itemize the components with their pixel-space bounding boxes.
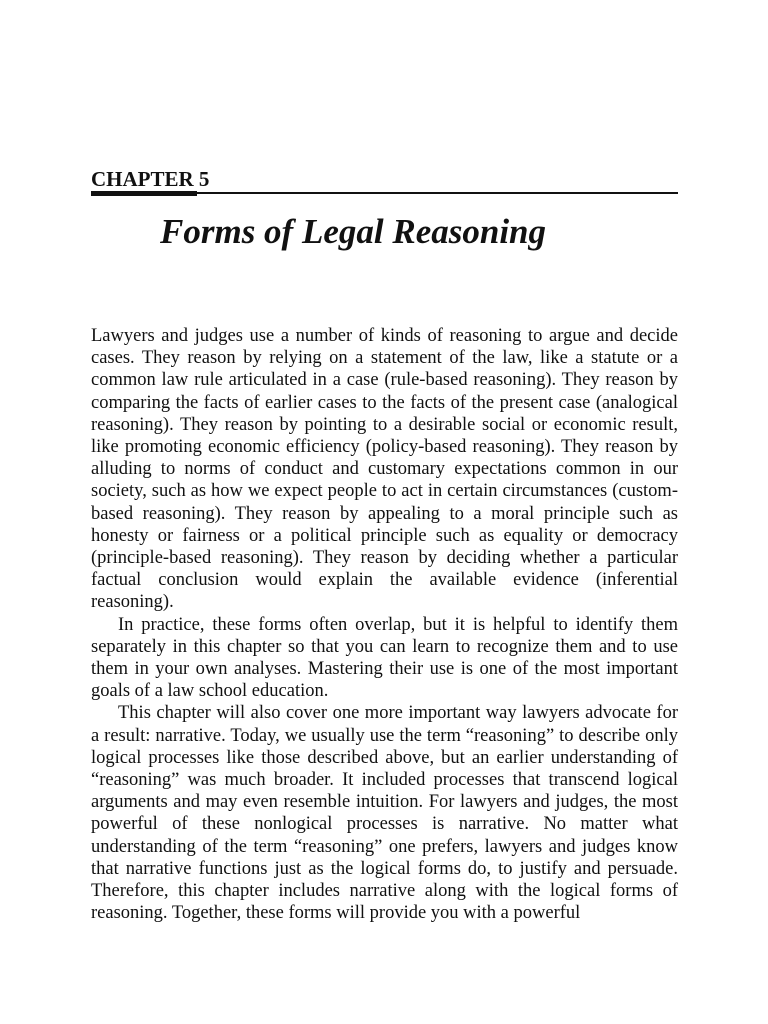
body-text (91, 325, 678, 924)
paragraph-2: In practice, these forms often overlap, but it is helpful to identify them separately in this chapter so that you can learn to recognize them and to use them in your own analyses. Mastering their use is one of the most important goals of a law school education. (91, 614, 678, 702)
paragraph-3: This chapter will also cover one more important way lawyers advocate for a result: narrative. Today, we usually use the term “reasoning” to describe only logical processes like those described above, but an earlier understanding of “reasoning” was much broader. It included processes that transcend logical arguments and may even resemble intuition. For lawyers and judges, the most powerful of these nonlogical processes is narrative. No matter what understanding of the term “reasoning” one prefers, lawyers and judges know that narrative functions just as the logical forms do, to justify and persuade. Therefore, this chapter includes narrative along with the logical forms of reasoning. Together, these forms will provide you with a powerful (91, 703, 678, 924)
paragraph-1: Lawyers and judges use a number of kinds of reasoning to argue and decide cases. They reason by relying on a statement of the law, like a statute or a common law rule articulated in a case (rule-based reasoning). They reason by comparing the facts of earlier cases to the facts of the present case (analogical reasoning). They reason by pointing to a desirable social or economic result, like promoting economic efficiency (policy-based reasoning). They reason by alluding to norms of conduct and customary expectations common in our society, such as how we expect people to act in certain circumstances (custom-based reasoning). They reason by appealing to a moral principle such as honesty or fairness or a political principle such as equality or democracy (principle-based reasoning). They reason by deciding whether a particular factual conclusion would explain the available evidence (inferential reasoning). (91, 326, 678, 613)
chapter-label: CHAPTER 5 (91, 167, 210, 191)
chapter-rule-accent (91, 191, 197, 196)
chapter-title: Forms of Legal Reasoning (160, 212, 547, 251)
